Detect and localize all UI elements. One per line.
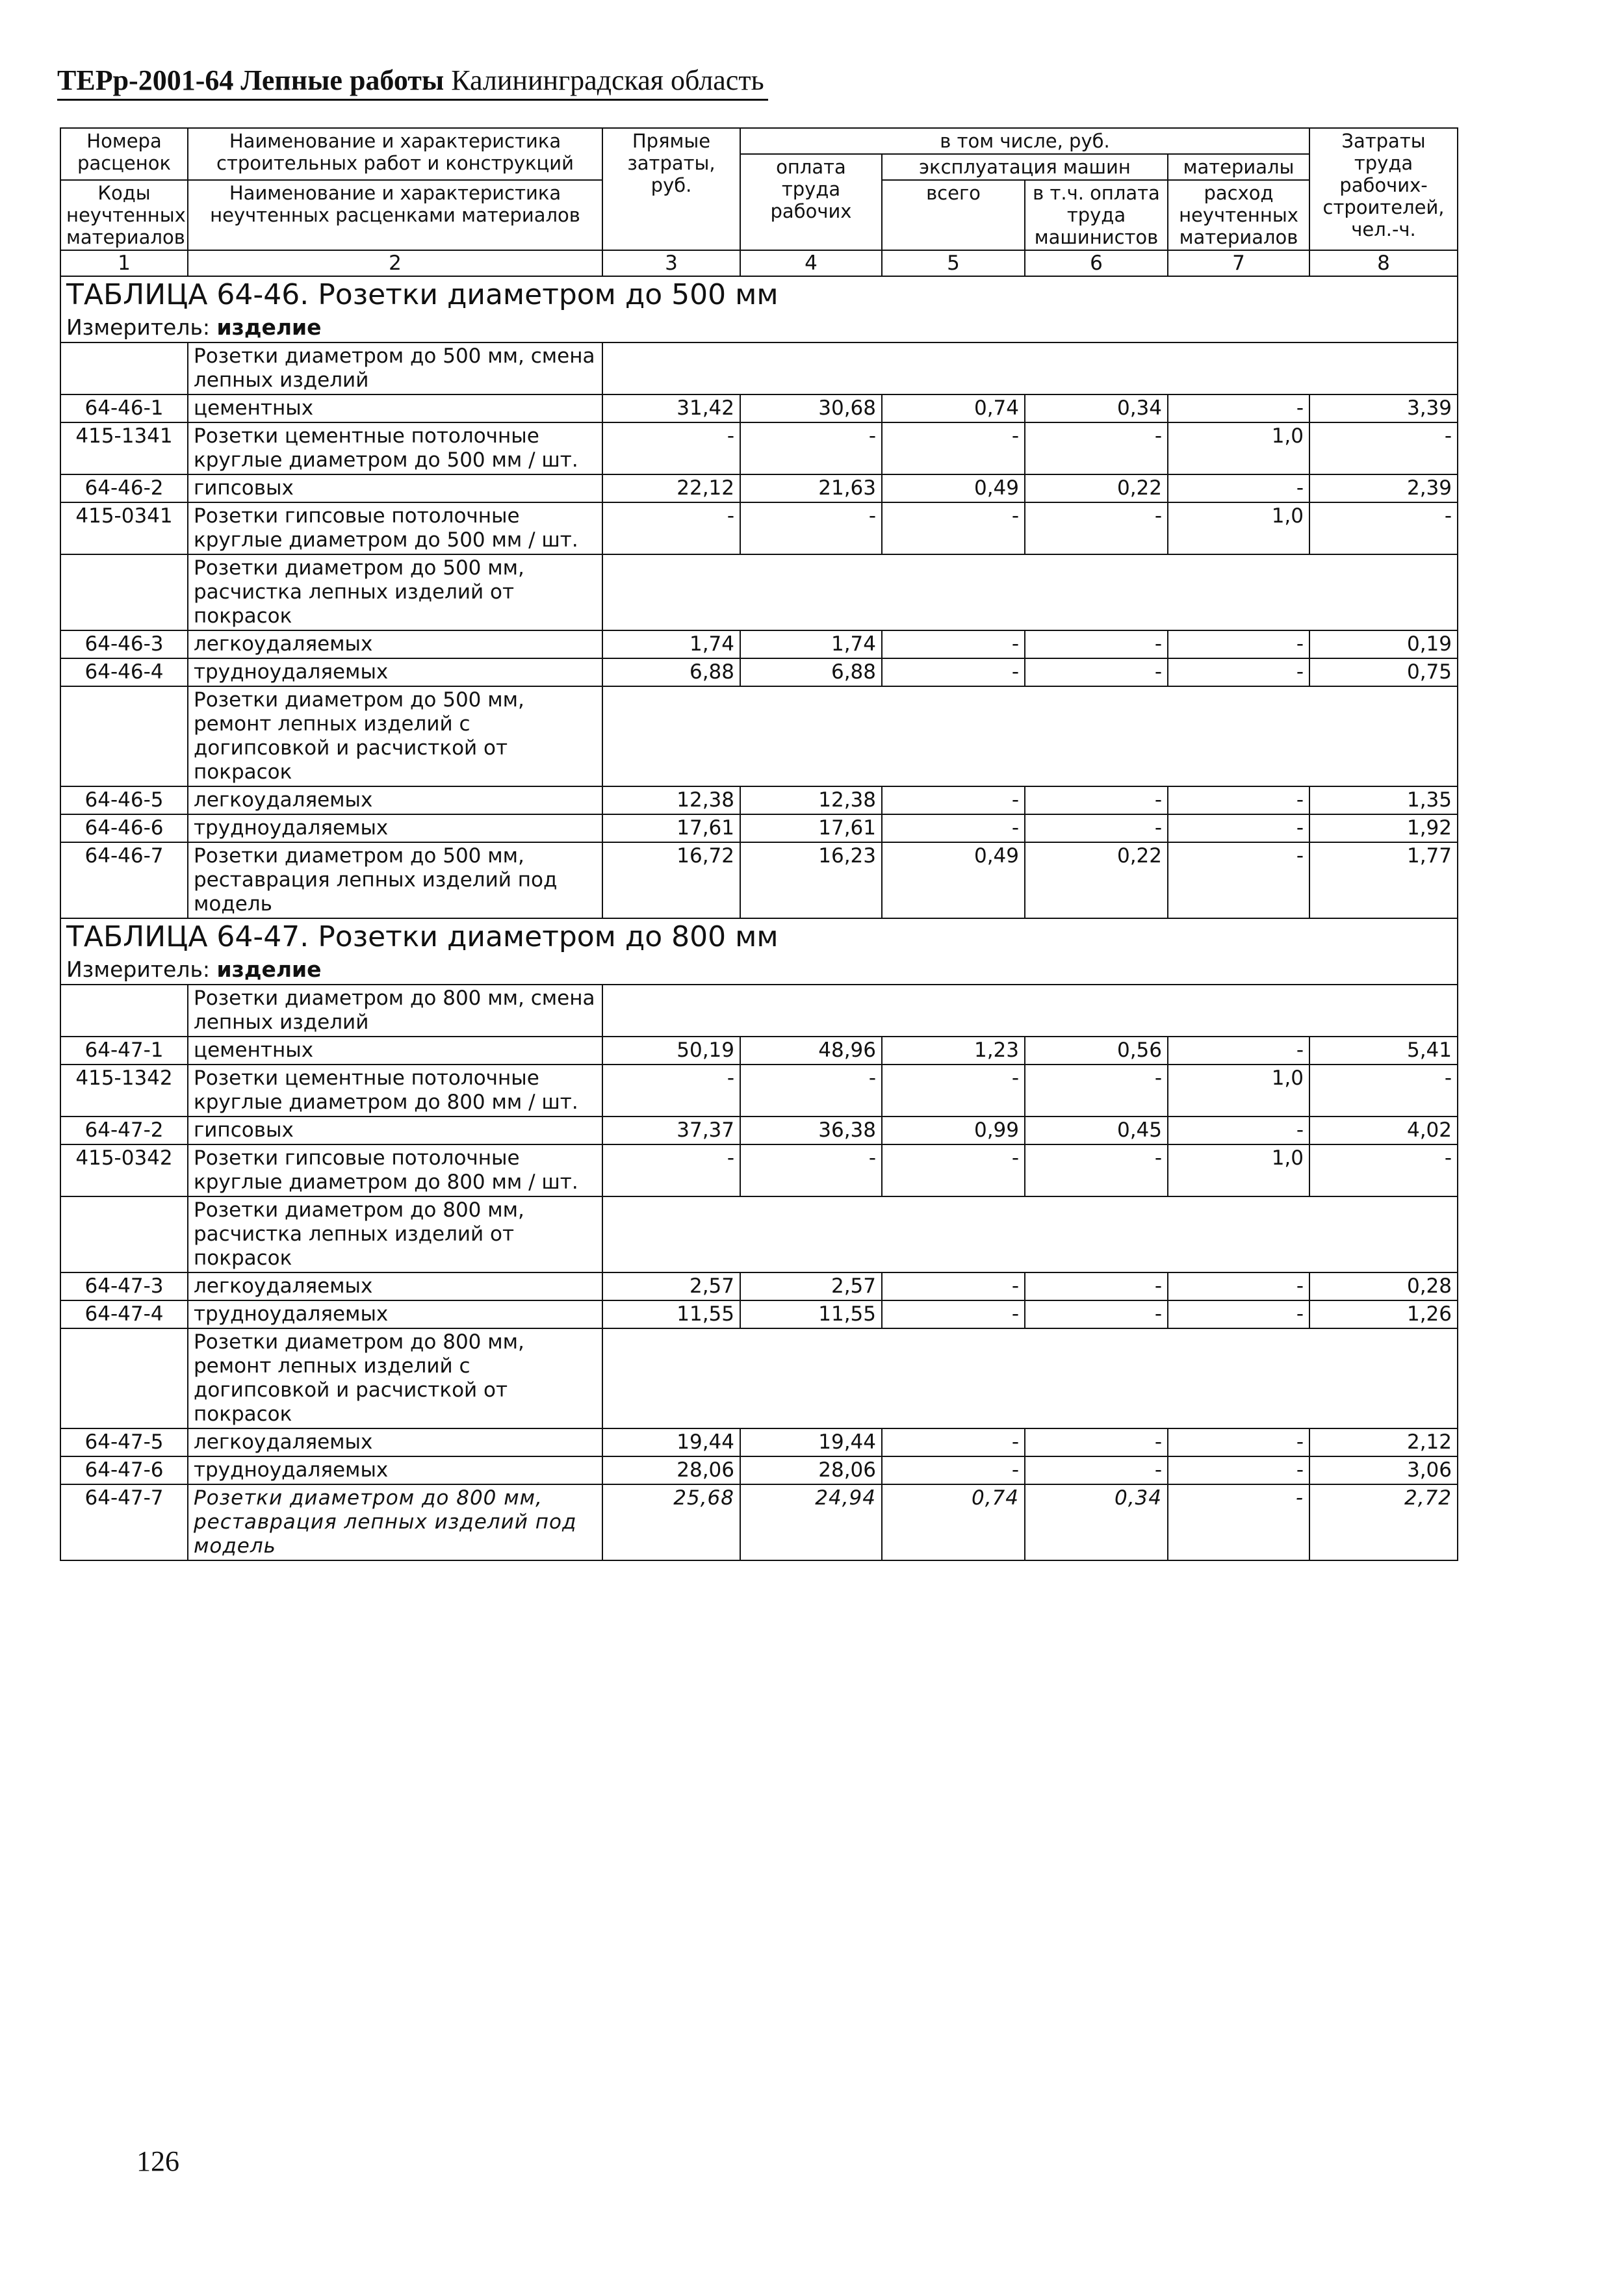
value-cell: - <box>1168 842 1309 918</box>
group-heading: Розетки диаметром до 500 мм, смена лепных изделий <box>188 342 602 394</box>
group-code-cell <box>60 1196 188 1272</box>
rate-code: 415-0342 <box>60 1144 188 1196</box>
rate-code: 64-47-2 <box>60 1117 188 1144</box>
value-cell: - <box>1168 1117 1309 1144</box>
rate-code: 64-47-4 <box>60 1300 188 1328</box>
value-cell: - <box>1025 502 1168 554</box>
value-cell: - <box>602 1065 740 1117</box>
value-cell: - <box>882 502 1025 554</box>
value-cell: - <box>1168 1300 1309 1328</box>
col-materials-header: материалы <box>1168 154 1309 180</box>
value-cell: - <box>1168 786 1309 814</box>
value-cell: 6,88 <box>602 658 740 686</box>
group-empty-cell <box>602 1328 1458 1428</box>
value-cell: 0,74 <box>882 1484 1025 1560</box>
work-name: легкоудаляемых <box>188 1272 602 1300</box>
col-work-name-header: Наименование и характеристика строительных работ и конструкций <box>188 128 602 180</box>
group-heading: Розетки диаметром до 800 мм, расчистка лепных изделий от покрасок <box>188 1196 602 1272</box>
value-cell: - <box>882 422 1025 474</box>
group-row <box>60 342 1458 394</box>
table-row <box>60 1272 1458 1300</box>
value-cell: 0,49 <box>882 474 1025 502</box>
unit-of-measure <box>60 955 1458 985</box>
table-row <box>60 658 1458 686</box>
value-cell: - <box>1025 1300 1168 1328</box>
work-name: легкоудаляемых <box>188 786 602 814</box>
value-cell: 37,37 <box>602 1117 740 1144</box>
value-cell: 2,72 <box>1309 1484 1458 1560</box>
value-cell: 16,72 <box>602 842 740 918</box>
value-cell: 1,35 <box>1309 786 1458 814</box>
group-code-cell <box>60 686 188 786</box>
value-cell: 28,06 <box>602 1456 740 1484</box>
value-cell: - <box>1168 1484 1309 1560</box>
value-cell: 1,74 <box>740 630 882 658</box>
rate-code: 64-46-2 <box>60 474 188 502</box>
unit-row <box>60 955 1458 985</box>
group-empty-cell <box>602 686 1458 786</box>
value-cell: - <box>602 502 740 554</box>
value-cell: 0,49 <box>882 842 1025 918</box>
value-cell: 0,28 <box>1309 1272 1458 1300</box>
value-cell: 11,55 <box>740 1300 882 1328</box>
value-cell: - <box>882 630 1025 658</box>
table-row <box>60 1428 1458 1456</box>
column-number: 3 <box>602 250 740 276</box>
value-cell: 6,88 <box>740 658 882 686</box>
group-heading: Розетки диаметром до 500 мм, расчистка лепных изделий от покрасок <box>188 554 602 630</box>
value-cell: - <box>740 422 882 474</box>
value-cell: 24,94 <box>740 1484 882 1560</box>
value-cell: - <box>1168 630 1309 658</box>
value-cell: 5,41 <box>1309 1037 1458 1065</box>
value-cell: 50,19 <box>602 1037 740 1065</box>
col-machines-header: эксплуатация машин <box>882 154 1168 180</box>
rate-code: 64-46-4 <box>60 658 188 686</box>
table-row <box>60 1456 1458 1484</box>
group-code-cell <box>60 342 188 394</box>
column-number: 8 <box>1309 250 1458 276</box>
value-cell: - <box>1168 474 1309 502</box>
group-row <box>60 686 1458 786</box>
col-material-names-header: Наименование и характеристика неучтенных расценками материалов <box>188 180 602 250</box>
value-cell: - <box>1025 1272 1168 1300</box>
value-cell: - <box>1168 814 1309 842</box>
col-direct-costs-header: Прямые затраты, руб. <box>602 128 740 250</box>
value-cell: - <box>1025 1456 1168 1484</box>
work-name: трудноудаляемых <box>188 814 602 842</box>
table-row <box>60 630 1458 658</box>
col-material-codes-header: Коды неучтенных материалов <box>60 180 188 250</box>
rate-code: 64-47-3 <box>60 1272 188 1300</box>
value-cell: 17,61 <box>602 814 740 842</box>
value-cell: - <box>882 1065 1025 1117</box>
value-cell: 21,63 <box>740 474 882 502</box>
unit-of-measure <box>60 313 1458 342</box>
value-cell: 25,68 <box>602 1484 740 1560</box>
unit-label: Измеритель: <box>66 957 211 982</box>
value-cell: - <box>1025 1065 1168 1117</box>
value-cell: - <box>882 786 1025 814</box>
work-name: легкоудаляемых <box>188 1428 602 1456</box>
value-cell: - <box>882 1144 1025 1196</box>
rate-code: 64-46-1 <box>60 394 188 422</box>
column-number: 1 <box>60 250 188 276</box>
rate-code: 64-47-7 <box>60 1484 188 1560</box>
table-row <box>60 422 1458 474</box>
value-cell: 0,74 <box>882 394 1025 422</box>
value-cell: 12,38 <box>602 786 740 814</box>
rate-code: 64-47-1 <box>60 1037 188 1065</box>
unit-row <box>60 313 1458 342</box>
value-cell: - <box>740 502 882 554</box>
value-cell: - <box>1025 630 1168 658</box>
column-number: 2 <box>188 250 602 276</box>
table-row <box>60 1117 1458 1144</box>
value-cell: 12,38 <box>740 786 882 814</box>
table-row <box>60 1037 1458 1065</box>
value-cell: 17,61 <box>740 814 882 842</box>
value-cell: - <box>602 1144 740 1196</box>
group-empty-cell <box>602 342 1458 394</box>
value-cell: 1,23 <box>882 1037 1025 1065</box>
value-cell: 0,56 <box>1025 1037 1168 1065</box>
group-row <box>60 554 1458 630</box>
rate-code: 415-0341 <box>60 502 188 554</box>
col-rate-number-header: Номера расценок <box>60 128 188 180</box>
value-cell: 0,19 <box>1309 630 1458 658</box>
value-cell: 3,06 <box>1309 1456 1458 1484</box>
rate-code: 415-1341 <box>60 422 188 474</box>
rate-code: 64-47-5 <box>60 1428 188 1456</box>
value-cell: 31,42 <box>602 394 740 422</box>
work-name: цементных <box>188 1037 602 1065</box>
col-material-consumption-header: расход неучтенных материалов <box>1168 180 1309 250</box>
work-name: Розетки цементные потолочные круглые диаметром до 800 мм / шт. <box>188 1065 602 1117</box>
value-cell: - <box>1168 1037 1309 1065</box>
work-name: Розетки цементные потолочные круглые диаметром до 500 мм / шт. <box>188 422 602 474</box>
group-empty-cell <box>602 985 1458 1037</box>
table-row <box>60 394 1458 422</box>
table-title-row <box>60 276 1458 313</box>
group-row <box>60 1196 1458 1272</box>
value-cell: - <box>1025 658 1168 686</box>
value-cell: - <box>1025 1428 1168 1456</box>
value-cell: - <box>1025 422 1168 474</box>
work-name: гипсовых <box>188 1117 602 1144</box>
value-cell: - <box>1309 422 1458 474</box>
value-cell: 0,99 <box>882 1117 1025 1144</box>
value-cell: - <box>882 1456 1025 1484</box>
document-region: Калининградская область <box>451 64 764 96</box>
value-cell: 1,74 <box>602 630 740 658</box>
value-cell: 0,34 <box>1025 394 1168 422</box>
table-title-row <box>60 918 1458 955</box>
col-machinist-pay-header: в т.ч. оплата труда машинистов <box>1025 180 1168 250</box>
table-header <box>60 128 1458 276</box>
table-row <box>60 1484 1458 1560</box>
value-cell: 4,02 <box>1309 1117 1458 1144</box>
rate-code: 64-47-6 <box>60 1456 188 1484</box>
group-heading: Розетки диаметром до 800 мм, смена лепных изделий <box>188 985 602 1037</box>
value-cell: - <box>1309 1144 1458 1196</box>
page-number: 126 <box>136 2145 179 2177</box>
value-cell: - <box>1168 1272 1309 1300</box>
document-code: ТЕРр-2001-64 Лепные работы <box>57 64 445 96</box>
value-cell: 0,22 <box>1025 474 1168 502</box>
value-cell: 0,22 <box>1025 842 1168 918</box>
value-cell: 19,44 <box>602 1428 740 1456</box>
value-cell: 1,77 <box>1309 842 1458 918</box>
value-cell: - <box>1168 1456 1309 1484</box>
value-cell: 1,0 <box>1168 422 1309 474</box>
table-title: ТАБЛИЦА 64-47. Розетки диаметром до 800 мм <box>60 918 1458 955</box>
rate-code: 64-46-5 <box>60 786 188 814</box>
table-row <box>60 842 1458 918</box>
value-cell: 16,23 <box>740 842 882 918</box>
work-name: Розетки диаметром до 500 мм, реставрация лепных изделий под модель <box>188 842 602 918</box>
value-cell: 22,12 <box>602 474 740 502</box>
value-cell: 2,57 <box>602 1272 740 1300</box>
value-cell: - <box>1309 1065 1458 1117</box>
work-name: Розетки гипсовые потолочные круглые диаметром до 500 мм / шт. <box>188 502 602 554</box>
work-name: трудноудаляемых <box>188 658 602 686</box>
value-cell: - <box>740 1065 882 1117</box>
value-cell: - <box>1168 394 1309 422</box>
group-empty-cell <box>602 1196 1458 1272</box>
value-cell: - <box>1168 1428 1309 1456</box>
value-cell: 11,55 <box>602 1300 740 1328</box>
col-labor-costs-header: Затраты труда рабочих-строителей, чел.-ч. <box>1309 128 1458 250</box>
value-cell: 2,57 <box>740 1272 882 1300</box>
rate-code: 415-1342 <box>60 1065 188 1117</box>
group-row <box>60 1328 1458 1428</box>
rates-table <box>60 127 1458 1561</box>
value-cell: - <box>1025 786 1168 814</box>
rate-code: 64-46-6 <box>60 814 188 842</box>
value-cell: - <box>882 1300 1025 1328</box>
value-cell: 1,0 <box>1168 1065 1309 1117</box>
unit-label: Измеритель: <box>66 315 211 340</box>
column-number: 7 <box>1168 250 1309 276</box>
value-cell: 1,0 <box>1168 1144 1309 1196</box>
work-name: Розетки диаметром до 800 мм, реставрация лепных изделий под модель <box>188 1484 602 1560</box>
value-cell: 30,68 <box>740 394 882 422</box>
work-name: Розетки гипсовые потолочные круглые диаметром до 800 мм / шт. <box>188 1144 602 1196</box>
table-row <box>60 1300 1458 1328</box>
unit-value: изделие <box>216 315 322 340</box>
col-including-header: в том числе, руб. <box>740 128 1309 154</box>
column-number-row <box>60 250 1458 276</box>
table-title: ТАБЛИЦА 64-46. Розетки диаметром до 500 мм <box>60 276 1458 313</box>
col-machines-total-header: всего <box>882 180 1025 250</box>
table-row <box>60 814 1458 842</box>
column-number: 6 <box>1025 250 1168 276</box>
page-title <box>57 62 768 101</box>
work-name: гипсовых <box>188 474 602 502</box>
rate-code: 64-46-7 <box>60 842 188 918</box>
group-row <box>60 985 1458 1037</box>
group-code-cell <box>60 1328 188 1428</box>
value-cell: - <box>882 1428 1025 1456</box>
value-cell: - <box>882 1272 1025 1300</box>
value-cell: - <box>1025 1144 1168 1196</box>
value-cell: - <box>740 1144 882 1196</box>
table-row <box>60 502 1458 554</box>
value-cell: 1,92 <box>1309 814 1458 842</box>
value-cell: 0,34 <box>1025 1484 1168 1560</box>
value-cell: 3,39 <box>1309 394 1458 422</box>
table-body <box>60 276 1458 1560</box>
column-number: 5 <box>882 250 1025 276</box>
value-cell: - <box>882 814 1025 842</box>
value-cell: 0,75 <box>1309 658 1458 686</box>
value-cell: 48,96 <box>740 1037 882 1065</box>
table-row <box>60 474 1458 502</box>
table-row <box>60 1065 1458 1117</box>
unit-value: изделие <box>216 957 322 982</box>
work-name: легкоудаляемых <box>188 630 602 658</box>
value-cell: - <box>882 658 1025 686</box>
col-worker-pay-header: оплата труда рабочих <box>740 154 882 250</box>
value-cell: 36,38 <box>740 1117 882 1144</box>
value-cell: - <box>1168 658 1309 686</box>
value-cell: - <box>602 422 740 474</box>
value-cell: 1,26 <box>1309 1300 1458 1328</box>
table-row <box>60 786 1458 814</box>
value-cell: - <box>1309 502 1458 554</box>
group-heading: Розетки диаметром до 800 мм, ремонт лепных изделий с догипсовкой и расчисткой от покрасок <box>188 1328 602 1428</box>
group-code-cell <box>60 554 188 630</box>
value-cell: 2,12 <box>1309 1428 1458 1456</box>
rate-code: 64-46-3 <box>60 630 188 658</box>
value-cell: 28,06 <box>740 1456 882 1484</box>
value-cell: 19,44 <box>740 1428 882 1456</box>
value-cell: 1,0 <box>1168 502 1309 554</box>
group-code-cell <box>60 985 188 1037</box>
value-cell: 2,39 <box>1309 474 1458 502</box>
group-empty-cell <box>602 554 1458 630</box>
column-number: 4 <box>740 250 882 276</box>
table-row <box>60 1144 1458 1196</box>
group-heading: Розетки диаметром до 500 мм, ремонт лепных изделий с догипсовкой и расчисткой от покрасок <box>188 686 602 786</box>
value-cell: - <box>1025 814 1168 842</box>
work-name: трудноудаляемых <box>188 1456 602 1484</box>
value-cell: 0,45 <box>1025 1117 1168 1144</box>
work-name: цементных <box>188 394 602 422</box>
work-name: трудноудаляемых <box>188 1300 602 1328</box>
